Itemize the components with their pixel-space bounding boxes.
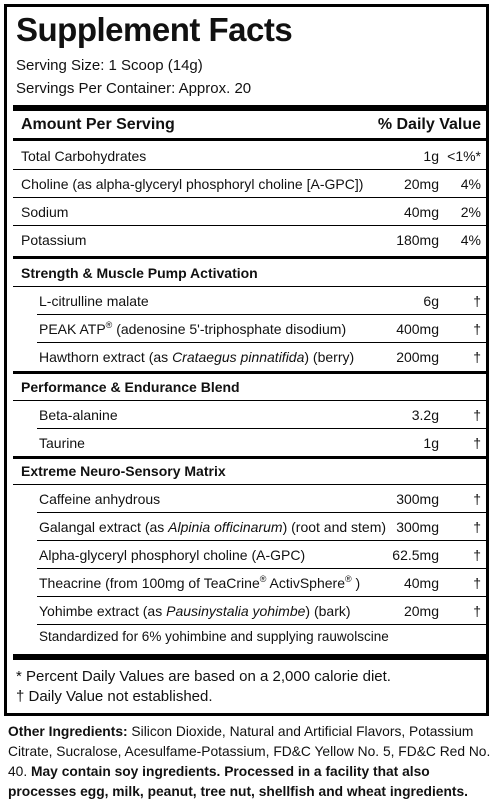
- ingredient-row: [13, 597, 486, 625]
- ingredient-row: [13, 287, 486, 315]
- heavy-rule: [13, 105, 486, 111]
- ingredient-amount: 40mg: [403, 575, 439, 591]
- nutrient-dv: <1%*: [447, 148, 481, 164]
- ingredient-row: [13, 429, 486, 457]
- ingredient-dv: †: [473, 407, 481, 423]
- servings-per-container: Servings Per Container: Approx. 20: [16, 80, 252, 97]
- ingredient-name: Hawthorn extract (as Crataegus pinnatifida) (berry): [39, 349, 355, 365]
- nutrient-amount: 180mg: [396, 232, 439, 248]
- ingredient-amount: 6g: [423, 293, 439, 309]
- header-rule: [13, 138, 486, 141]
- section-title: Strength & Muscle Pump Activation: [21, 265, 258, 281]
- nutrient-dv: 4%: [460, 232, 481, 248]
- ingredient-dv: †: [473, 491, 481, 507]
- ingredient-amount: 200mg: [396, 349, 439, 365]
- nutrient-name: Choline (as alpha-glyceryl phosphoryl choline [A-GPC]): [21, 176, 364, 192]
- ingredient-dv: †: [473, 575, 481, 591]
- ingredient-dv: †: [473, 293, 481, 309]
- ingredient-dv: †: [473, 603, 481, 619]
- section-title: Performance & Endurance Blend: [21, 379, 240, 395]
- ingredient-amount: 1g: [423, 435, 439, 451]
- footnote-percent-dv: * Percent Daily Values are based on a 2,000 calorie diet.: [16, 668, 391, 685]
- serving-size: Serving Size: 1 Scoop (14g): [16, 57, 203, 74]
- ingredient-dv: †: [473, 547, 481, 563]
- ingredient-row: [13, 485, 486, 513]
- nutrient-row: [13, 142, 486, 170]
- ingredient-row: [13, 343, 486, 371]
- ingredient-row: [13, 315, 486, 343]
- ingredient-amount: 20mg: [403, 603, 439, 619]
- nutrient-amount: 20mg: [403, 176, 439, 192]
- ingredient-name: L-citrulline malate: [39, 293, 149, 309]
- ingredient-amount: 62.5mg: [392, 547, 439, 563]
- ingredient-row: [13, 541, 486, 569]
- section-strength-heading: [13, 259, 486, 287]
- ingredient-dv: †: [473, 349, 481, 365]
- ingredient-row: [13, 401, 486, 429]
- ingredient-row: [13, 569, 486, 597]
- nutrient-row: [13, 198, 486, 226]
- heavy-rule: [13, 654, 486, 660]
- other-ingredients: [8, 722, 494, 802]
- nutrient-dv: 2%: [460, 204, 481, 220]
- ingredient-name: PEAK ATP® (adenosine 5'-triphosphate disodium): [39, 320, 347, 337]
- ingredient-amount: 400mg: [396, 321, 439, 337]
- amount-per-serving-label: Amount Per Serving: [21, 116, 175, 133]
- nutrient-name: Potassium: [21, 232, 87, 248]
- ingredient-dv: †: [473, 519, 481, 535]
- ingredient-amount: 3.2g: [411, 407, 439, 423]
- other-ingredients-text: Silicon Dioxide, Natural and Artificial Flavors, Potassium Citrate, Sucralose, Acesulfame-Potassium, FD&C Yellow No. 5, FD&C Red No. 40.: [8, 724, 491, 779]
- ingredient-name: Galangal extract (as Alpinia officinarum) (root and stem): [39, 519, 387, 535]
- row-divider: [37, 624, 486, 625]
- column-header: [13, 114, 486, 136]
- nutrient-row: [13, 226, 486, 254]
- daily-value-label: % Daily Value: [377, 116, 481, 133]
- ingredient-name: Beta-alanine: [39, 407, 118, 423]
- ingredient-name: Taurine: [39, 435, 85, 451]
- ingredient-amount: 300mg: [396, 519, 439, 535]
- nutrient-dv: 4%: [460, 176, 481, 192]
- ingredient-dv: †: [473, 321, 481, 337]
- nutrient-row: [13, 170, 486, 198]
- ingredient-amount: 300mg: [396, 491, 439, 507]
- section-neuro-heading: [13, 457, 486, 485]
- nutrient-name: Sodium: [21, 204, 69, 220]
- ingredient-row: [13, 513, 486, 541]
- nutrient-name: Total Carbohydrates: [21, 148, 147, 164]
- standardized-note: Standardized for 6% yohimbine and supplying rauwolscine: [39, 629, 389, 644]
- ingredient-name: Theacrine (from 100mg of TeaCrine® ActivSphere® ): [39, 574, 361, 591]
- ingredient-name: Alpha-glyceryl phosphoryl choline (A-GPC): [39, 547, 306, 563]
- allergen-warning: May contain soy ingredients. Processed in a facility that also processes egg, milk, peanut, tree nut, shellfish and wheat ingredients.: [8, 764, 469, 799]
- ingredient-name: Caffeine anhydrous: [39, 491, 161, 507]
- panel-title: Supplement Facts: [16, 11, 293, 48]
- section-performance-heading: [13, 373, 486, 401]
- footnote-dagger: † Daily Value not established.: [16, 688, 213, 705]
- nutrient-amount: 40mg: [403, 204, 439, 220]
- other-ingredients-label: Other Ingredients:: [8, 724, 128, 739]
- ingredient-dv: †: [473, 435, 481, 451]
- nutrient-amount: 1g: [423, 148, 439, 164]
- section-title: Extreme Neuro-Sensory Matrix: [21, 463, 226, 479]
- ingredient-name: Yohimbe extract (as Pausinystalia yohimbe) (bark): [39, 603, 351, 619]
